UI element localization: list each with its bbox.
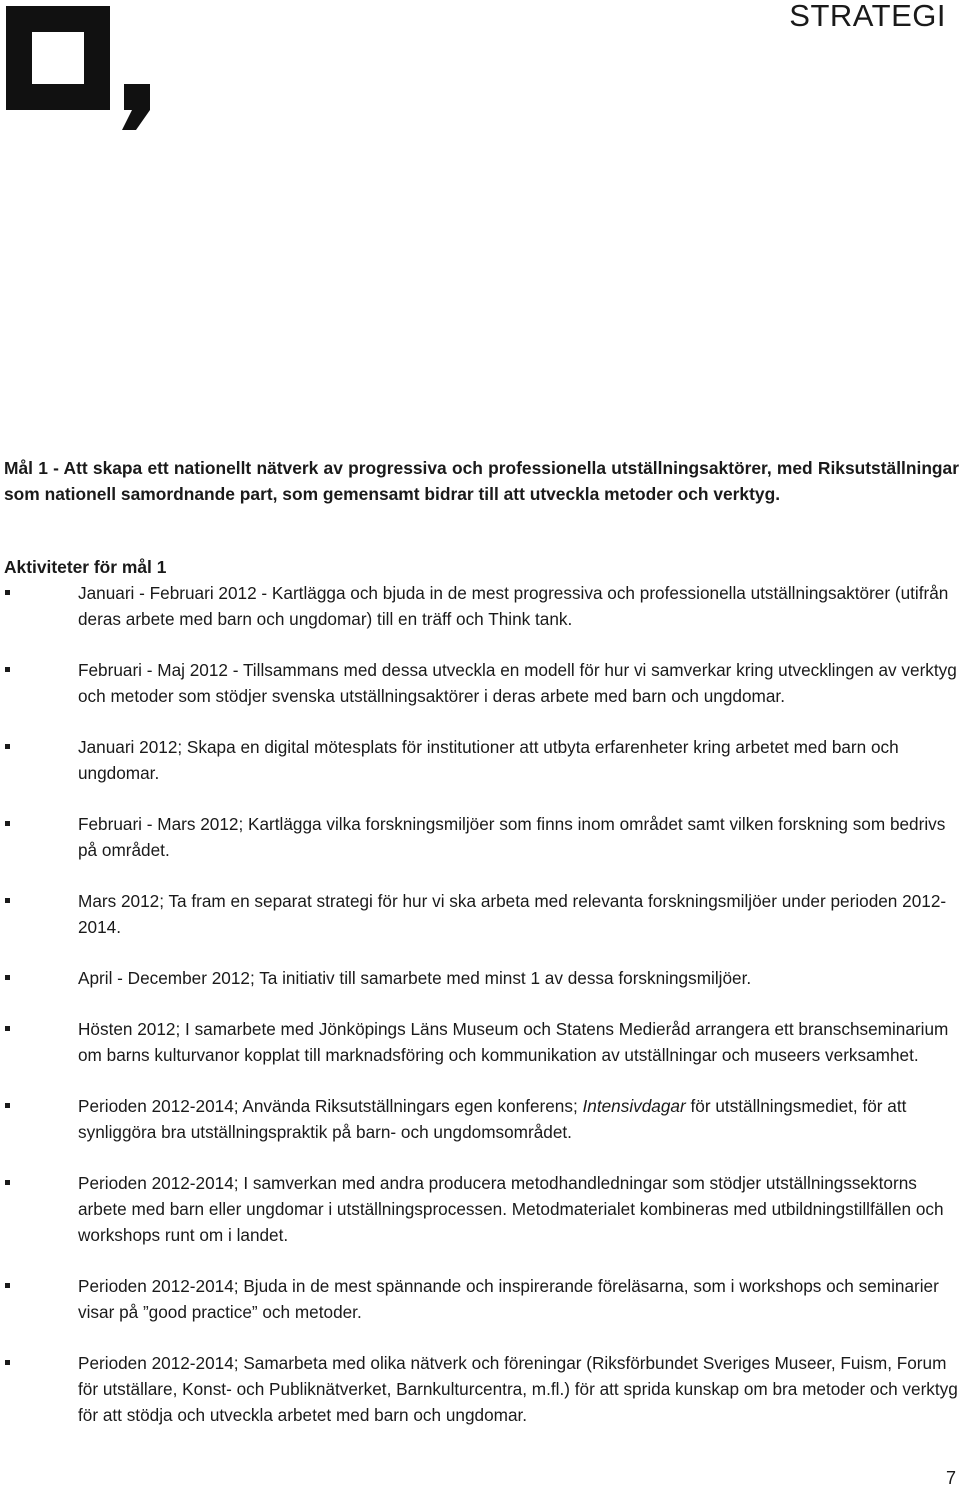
- activity-item: [0, 888, 960, 940]
- activity-item: [0, 1170, 960, 1248]
- square-comma-logo-icon: [6, 6, 156, 134]
- activity-item: [0, 1016, 960, 1068]
- activity-item: [0, 1273, 960, 1325]
- square-bullet-icon: [5, 667, 10, 672]
- activity-text: Perioden 2012-2014; Samarbeta med olika nätverk och föreningar (Riksförbundet Sveriges Museer, Fuism, Forum för utställare, Konst- och Publiknätverket, Barnkulturcentra, m.fl.) för att sprida kunskap om bra metoder och verktyg för att stödja och utveckla arbetet med barn och ungdomar.: [78, 1353, 958, 1425]
- activity-text: Januari - Februari 2012 - Kartlägga och bjuda in de mest progressiva och professionella utställningsaktörer (utifrån deras arbete med barn och ungdomar) till en träff och Think tank.: [78, 583, 949, 629]
- activity-item: [0, 1093, 960, 1145]
- activity-item: [0, 657, 960, 709]
- activity-text: Februari - Maj 2012 - Tillsammans med dessa utveckla en modell för hur vi samverkar kring utvecklingen av verktyg och metoder som stödjer svenska utställningsaktörer i deras arbete med barn och ungdomar.: [78, 660, 957, 706]
- activity-text: April - December 2012; Ta initiativ till samarbete med minst 1 av dessa forskningsmiljöer.: [78, 968, 752, 988]
- square-bullet-icon: [5, 1360, 10, 1365]
- square-bullet-icon: [5, 1283, 10, 1288]
- square-bullet-icon: [5, 821, 10, 826]
- activity-text: Januari 2012; Skapa en digital mötesplats för institutioner att utbyta erfarenheter kring arbetet med barn och ungdomar.: [78, 737, 899, 783]
- activity-item: [0, 734, 960, 786]
- activity-item: [0, 1350, 960, 1428]
- activity-item: [0, 811, 960, 863]
- square-bullet-icon: [5, 1026, 10, 1031]
- activity-text: Hösten 2012; I samarbete med Jönköpings Läns Museum och Statens Medieråd arrangera ett branschseminarium om barns kulturvanor kopplat till marknadsföring och kommunikation av utställningar och museers verksamhet.: [78, 1019, 949, 1065]
- conference-name: Intensivdagar: [582, 1096, 686, 1116]
- activity-text: Februari - Mars 2012; Kartlägga vilka forskningsmiljöer som finns inom området samt vilken forskning som bedrivs på området.: [78, 814, 946, 860]
- square-bullet-icon: [5, 1103, 10, 1108]
- activity-text: Perioden 2012-2014; I samverkan med andra producera metodhandledningar som stödjer utställningssektorns arbete med barn eller ungdomar i utställningsprocessen. Metodmaterialet kombineras med utbildningstillfällen och workshops runt om i landet.: [78, 1173, 944, 1245]
- activity-list: [0, 580, 960, 1453]
- square-bullet-icon: [5, 590, 10, 595]
- activity-text: Mars 2012; Ta fram en separat strategi för hur vi ska arbeta med relevanta forskningsmiljöer under perioden 2012-2014.: [78, 891, 947, 937]
- square-bullet-icon: [5, 744, 10, 749]
- square-bullet-icon: [5, 898, 10, 903]
- square-bullet-icon: [5, 1180, 10, 1185]
- activity-text: [78, 1093, 958, 1145]
- activity-text: Perioden 2012-2014; Bjuda in de mest spännande och inspirerande föreläsarna, som i workshops och seminarier visar på ”good practice” och metoder.: [78, 1276, 939, 1322]
- activity-item: [0, 965, 960, 991]
- goal-statement: Mål 1 - Att skapa ett nationellt nätverk av progressiva och professionella utställningsaktörer, med Riksutställningar som nationell samordnande part, som gemensamt bidrar till att utveckla metoder och verktyg.: [4, 458, 959, 504]
- square-bullet-icon: [5, 975, 10, 980]
- page-number: 7: [945, 1468, 956, 1488]
- section-title: STRATEGI: [789, 0, 946, 33]
- activity-text-part: Perioden 2012-2014; Använda Riksutställningars egen konferens;: [78, 1096, 583, 1116]
- activities-heading: Aktiviteter för mål 1: [4, 557, 167, 577]
- activity-item: [0, 580, 960, 632]
- activity-text-part: för utställningsmediet, för att synliggöra bra utställningspraktik på barn- och ungdomsområdet.: [78, 1096, 907, 1142]
